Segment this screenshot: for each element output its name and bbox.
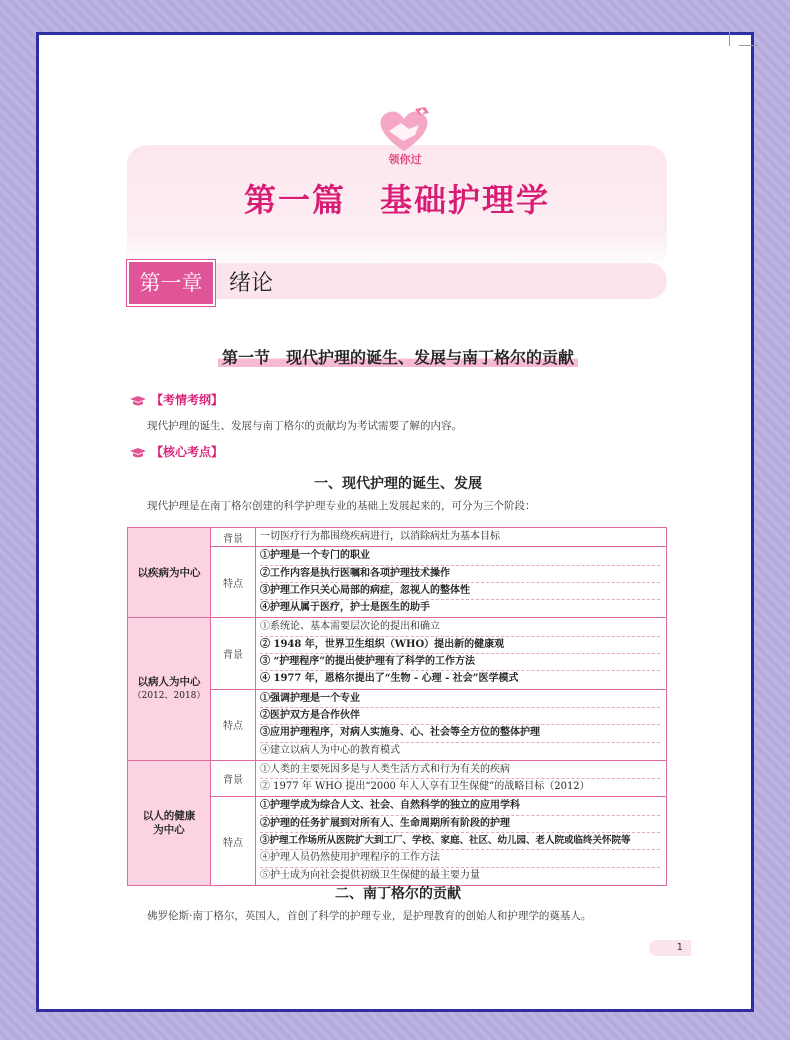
handshake-heart-icon — [369, 105, 439, 155]
part-title: 第一篇 基础护理学 — [243, 181, 550, 219]
list-item: ①护理是一个专门的职业 — [260, 548, 660, 565]
list-item: 一切医疗行为都围绕疾病进行，以消除病灶为基本目标 — [260, 531, 500, 542]
list-item: ③护理工作场所从医院扩大到工厂、学校、家庭、社区、幼儿园、老人院或临终关怀院等 — [260, 833, 660, 850]
list-item: ④护理人员仍然使用护理程序的工作方法 — [260, 850, 660, 867]
stage-cell — [128, 760, 211, 885]
nursing-stages-table — [127, 527, 667, 886]
heading-1: 一、现代护理的诞生、发展 — [314, 476, 482, 492]
group-label: 特点 — [211, 547, 256, 618]
section-title-text: 第一节 现代护理的诞生、发展与南丁格尔的贡献 — [218, 348, 578, 367]
chapter-label: 第一章 — [127, 260, 215, 306]
group-label: 背景 — [211, 528, 256, 547]
stage-cell — [128, 618, 211, 760]
stage-label: 以疾病为中心 — [137, 566, 201, 579]
group-label: 特点 — [211, 689, 256, 760]
heading-1-text: 现代护理是在南丁格尔创建的科学护理专业的基础上发展起来的，可分为三个阶段： — [147, 500, 536, 512]
group-items — [256, 528, 667, 547]
list-item: ②工作内容是执行医嘱和各项护理技术操作 — [260, 566, 660, 583]
stage-cell — [128, 528, 211, 618]
heading-2: 二、南丁格尔的贡献 — [335, 886, 461, 902]
logo-text: 领你过 — [388, 153, 422, 166]
list-item: ⑤护士成为向社会提供初级卫生保健的最主要力量 — [260, 869, 480, 881]
list-item: ①护理学成为综合人文、社会、自然科学的独立的应用学科 — [260, 798, 660, 815]
list-item: ②医护双方是合作伙伴 — [260, 708, 660, 725]
book-page — [36, 32, 754, 1012]
exam-outline-tag — [129, 391, 223, 408]
graduation-cap-icon — [129, 447, 147, 459]
group-label: 特点 — [211, 797, 256, 885]
crop-mark — [739, 45, 757, 46]
group-items — [256, 760, 667, 797]
table-row — [128, 528, 667, 547]
list-item: ①人类的主要死因多是与人类生活方式和行为有关的疾病 — [260, 762, 660, 779]
core-points-tag — [129, 443, 223, 460]
section-title — [39, 345, 757, 368]
table-row — [128, 618, 667, 689]
list-item: ③护理工作只关心局部的病症，忽视人的整体性 — [260, 583, 660, 600]
exam-outline-label: 【考情考纲】 — [151, 393, 224, 407]
list-item: ③ “护理程序”的提出使护理有了科学的工作方法 — [260, 654, 660, 671]
list-item: ①强调护理是一个专业 — [260, 691, 660, 708]
page-number: 1 — [649, 940, 691, 956]
group-label: 背景 — [211, 618, 256, 689]
stage-years: （2012、2018） — [132, 691, 206, 702]
crop-mark — [729, 32, 730, 46]
core-points-label: 【核心考点】 — [151, 445, 224, 459]
stage-label: 以病人为中心 — [137, 676, 201, 689]
graduation-cap-icon — [129, 395, 147, 407]
stage-label: 以人的健康为中心 — [142, 809, 196, 836]
list-item: ② 1977 年 WHO 提出“2000 年人人享有卫生保健”的战略目标（2012） — [260, 781, 590, 793]
list-item: ③应用护理程序，对病人实施身、心、社会等全方位的整体护理 — [260, 725, 660, 742]
list-item: ② 1948 年，世界卫生组织（WHO）提出新的健康观 — [260, 637, 660, 654]
list-item: ④护理从属于医疗，护士是医生的助手 — [260, 602, 430, 614]
group-items — [256, 797, 667, 885]
group-items — [256, 689, 667, 760]
list-item: ④ 1977 年，恩格尔提出了“生物 - 心理 - 社会”医学模式 — [260, 673, 519, 685]
table-row — [128, 760, 667, 797]
chapter-title: 绪论 — [229, 271, 274, 296]
list-item: ①系统论、基本需要层次论的提出和确立 — [260, 619, 660, 636]
group-label: 背景 — [211, 760, 256, 797]
group-items — [256, 618, 667, 689]
list-item: ④建立以病人为中心的教育模式 — [260, 744, 400, 756]
group-items — [256, 547, 667, 618]
list-item: ②护理的任务扩展到对所有人、生命周期所有阶段的护理 — [260, 816, 660, 833]
intro-text: 现代护理的诞生、发展与南丁格尔的贡献均为考试需要了解的内容。 — [147, 420, 462, 432]
heading-2-text: 佛罗伦斯·南丁格尔，英国人，首创了科学的护理专业，是护理教育的创始人和护理学的奠基人。 — [147, 910, 592, 922]
